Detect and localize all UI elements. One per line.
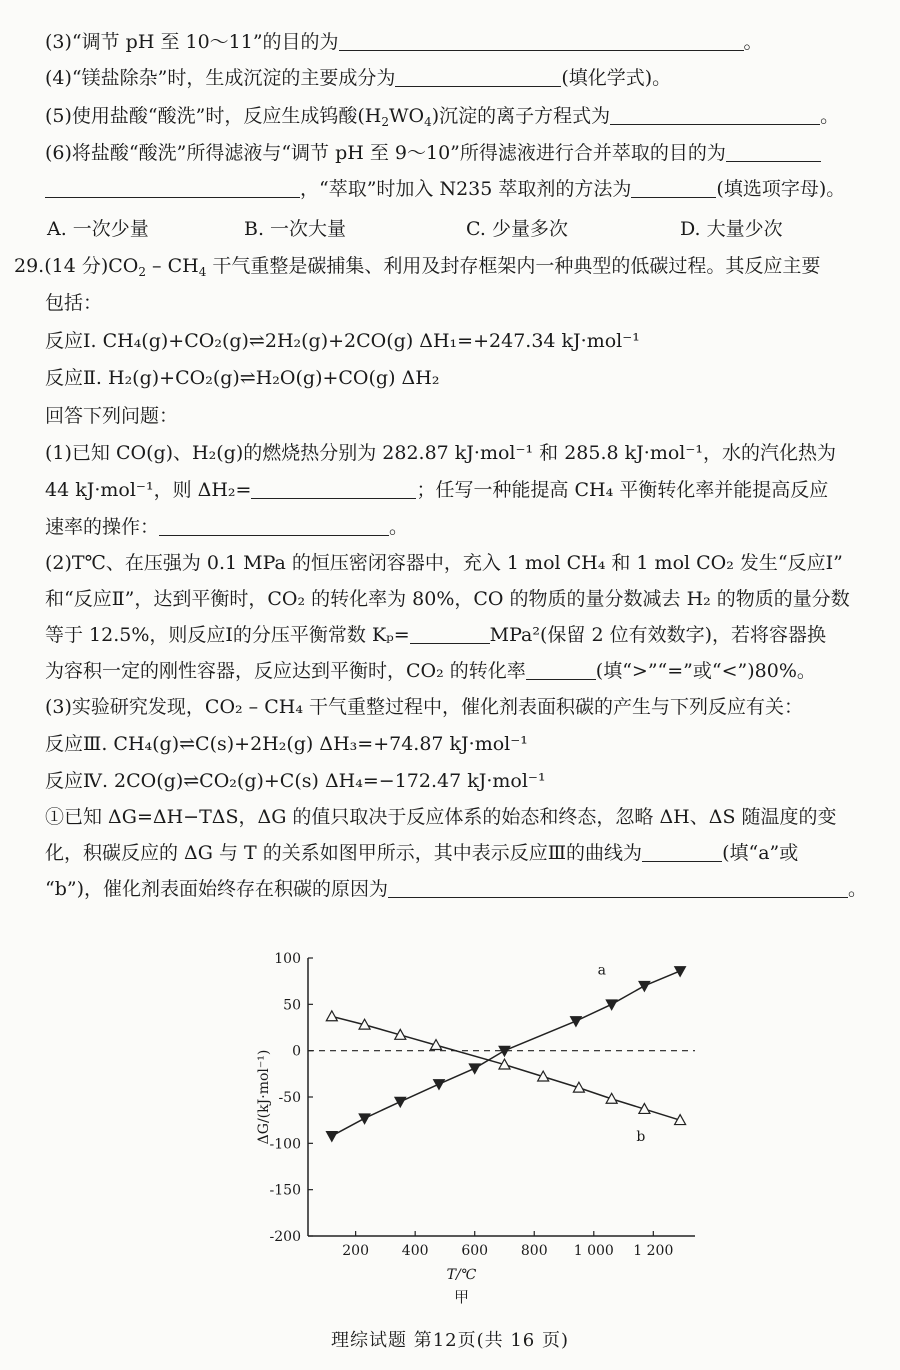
part-1: (1)已知 CO(g)、H₂(g)的燃烧热分别为 282.87 kJ·mol⁻¹ 和 285.8 kJ·mol⁻¹，水的汽化热为 [45,442,836,464]
chart-caption: 甲 [453,1288,470,1306]
p1-text-3: 速率的操作： [45,516,160,538]
series-a-point [359,1114,370,1124]
y-tick-label: -200 [269,1229,301,1245]
q5-formula: WO [388,105,425,127]
option-d: D. 大量少次 [680,218,783,240]
answer-blank[interactable] [395,68,561,87]
answer-blank[interactable] [339,32,744,51]
series-a-point [606,1000,617,1010]
x-tick-label: 800 [520,1243,548,1259]
series-a-point [639,981,650,991]
part-2-cont: 和“反应Ⅱ”，达到平衡时，CO₂ 的转化率为 80%，CO 的物质的量分数减去 H₂ 的物质的量分数 [45,588,850,610]
y-tick-label: -100 [269,1136,301,1153]
answer-blank[interactable] [45,179,300,198]
q4-text: (4)“镁盐除杂”时，生成沉淀的主要成分为 [45,67,396,89]
part-2: (2)T℃、在压强为 0.1 MPa 的恒压密闭容器中，充入 1 mol CH₄ 和 1 mol CO₂ 发生“反应Ⅰ” [45,552,843,574]
series-b-label: b [636,1129,646,1146]
series-a-point [675,967,686,977]
answer-blank[interactable] [610,106,820,125]
y-axis-label: ΔG/(kJ·mol⁻¹) [256,1049,272,1145]
y-tick-label: -50 [278,1090,301,1106]
x-tick-label: 200 [342,1243,369,1259]
q5-text-2: )沉淀的离子方程式为 [431,105,611,127]
x-tick-label: 600 [461,1243,489,1259]
series-a-point [570,1017,581,1027]
part-3: (3)实验研究发现，CO₂ – CH₄ 干气重整过程中，催化剂表面积碳的产生与下列反应有关： [45,696,803,718]
delta-g-chart [0,930,900,1370]
part-2-cont-2 [45,622,826,648]
x-tick-label: 1 000 [573,1243,614,1259]
part-2-cont-3 [45,658,816,684]
p1-text: 44 kJ·mol⁻¹，则 ΔH₂= [45,479,252,501]
question-6 [45,140,821,166]
y-tick-label: 50 [283,997,301,1014]
reaction-1: 反应Ⅰ. CH₄(g)+CO₂(g)⇌2H₂(g)+2CO(g) ΔH₁=+247.34 kJ·mol⁻¹ [45,330,640,352]
q29-text: 干气重整是碳捕集、利用及封存框架内一种典型的低碳过程。其反应主要 [206,255,821,277]
punct: 。 [848,878,868,900]
punct: 。 [820,105,840,127]
option-a: A. 一次少量 [47,218,149,240]
series-b-point [326,1011,337,1021]
q29-includes: 包括： [45,292,103,314]
answer-blank[interactable] [410,625,490,644]
p3-text-3: “b”)，催化剂表面始终存在积碳的原因为 [45,878,389,900]
question-29: 29.(14 分)$CO_2 - CH_4$ 干气重整是碳捕集、利用及封存框架内一种典型的低碳过程。其反应主要 [14,255,821,279]
series-a-point [395,1097,406,1107]
answer-blank[interactable] [642,843,722,862]
question-5: (5)使用盐酸“酸洗”时，反应生成钨酸$(H_2WO_4)$沉淀的离子方程式为 。 [45,105,840,129]
q6-text-2: ，“萃取”时加入 N235 萃取剂的方法为 [300,178,632,200]
q4-hint: (填化学式)。 [561,67,672,89]
answer-blank[interactable] [251,480,416,499]
y-tick-label: 0 [292,1043,301,1060]
x-tick-label: 400 [401,1243,429,1259]
part-1-cont-2 [45,514,408,540]
answer-blank[interactable] [159,517,389,536]
answer-blank[interactable] [526,661,596,680]
p1-text-2: ；任写一种能提高 CH₄ 平衡转化率并能提高反应 [416,479,829,501]
series-a-point [326,1132,337,1142]
p3-text: 化，积碳反应的 ΔG 与 T 的关系如图甲所示，其中表示反应Ⅲ的曲线为 [45,842,643,864]
y-tick-label: 100 [274,951,301,967]
reaction-2: 反应Ⅱ. H₂(g)+CO₂(g)⇌H₂O(g)+CO(g) ΔH₂ [45,367,440,389]
p2-text-2: MPa²(保留 2 位有效数字)，若将容器换 [489,624,826,646]
q5-text: (5)使用盐酸“酸洗”时，反应生成钨酸(H [45,105,382,127]
answer-blank[interactable] [388,879,848,898]
question-4 [45,65,671,91]
series-a-label: a [597,962,607,979]
x-tick-label: 1 200 [633,1243,674,1259]
y-tick-label: -150 [269,1182,301,1199]
page-footer: 理综试题 第12页(共 16 页) [330,1330,570,1351]
p3-text-2: (填“a”或 [722,842,799,864]
q3-text: (3)“调节 pH 至 10～11”的目的为 [45,31,339,53]
part-3-1-cont-2 [45,876,867,902]
question-6-cont [45,176,845,202]
part-3-1: ①已知 ΔG=ΔH−TΔS，ΔG 的值只取决于反应体系的始态和终态，忽略 ΔH、ΔS 随温度的变 [45,806,837,828]
x-axis-label: T/℃ [446,1267,477,1283]
series-a-point [433,1080,444,1090]
answer-prompt: 回答下列问题： [45,405,179,427]
option-c: C. 少量多次 [466,218,568,240]
reaction-3: 反应Ⅲ. CH₄(g)⇌C(s)+2H₂(g) ΔH₃=+74.87 kJ·mol⁻¹ [45,733,528,755]
punct: 。 [389,516,409,538]
part-3-1-cont [45,840,798,866]
answer-blank[interactable] [631,179,716,198]
option-b: B. 一次大量 [244,218,347,240]
part-1-cont [45,477,828,503]
p2-text-4: (填“>”“=”或“<”)80%。 [595,660,816,682]
q6-text: (6)将盐酸“酸洗”所得滤液与“调节 pH 至 9～10”所得滤液进行合并萃取的目的为 [45,142,726,164]
reaction-4: 反应Ⅳ. 2CO(g)⇌CO₂(g)+C(s) ΔH₄=−172.47 kJ·mol⁻¹ [45,770,546,792]
punct: 。 [743,31,763,53]
p2-text-3: 为容积一定的刚性容器，反应达到平衡时，CO₂ 的转化率 [45,660,526,682]
question-3 [45,29,763,55]
q29-number: 29.(14 分)CO [14,255,139,277]
p2-text: 等于 12.5%，则反应Ⅰ的分压平衡常数 Kₚ= [45,624,410,646]
q29-dash: – CH [146,255,199,277]
q6-hint: (填选项字母)。 [716,178,846,200]
answer-blank[interactable] [726,143,821,162]
series-a-point [469,1064,480,1074]
